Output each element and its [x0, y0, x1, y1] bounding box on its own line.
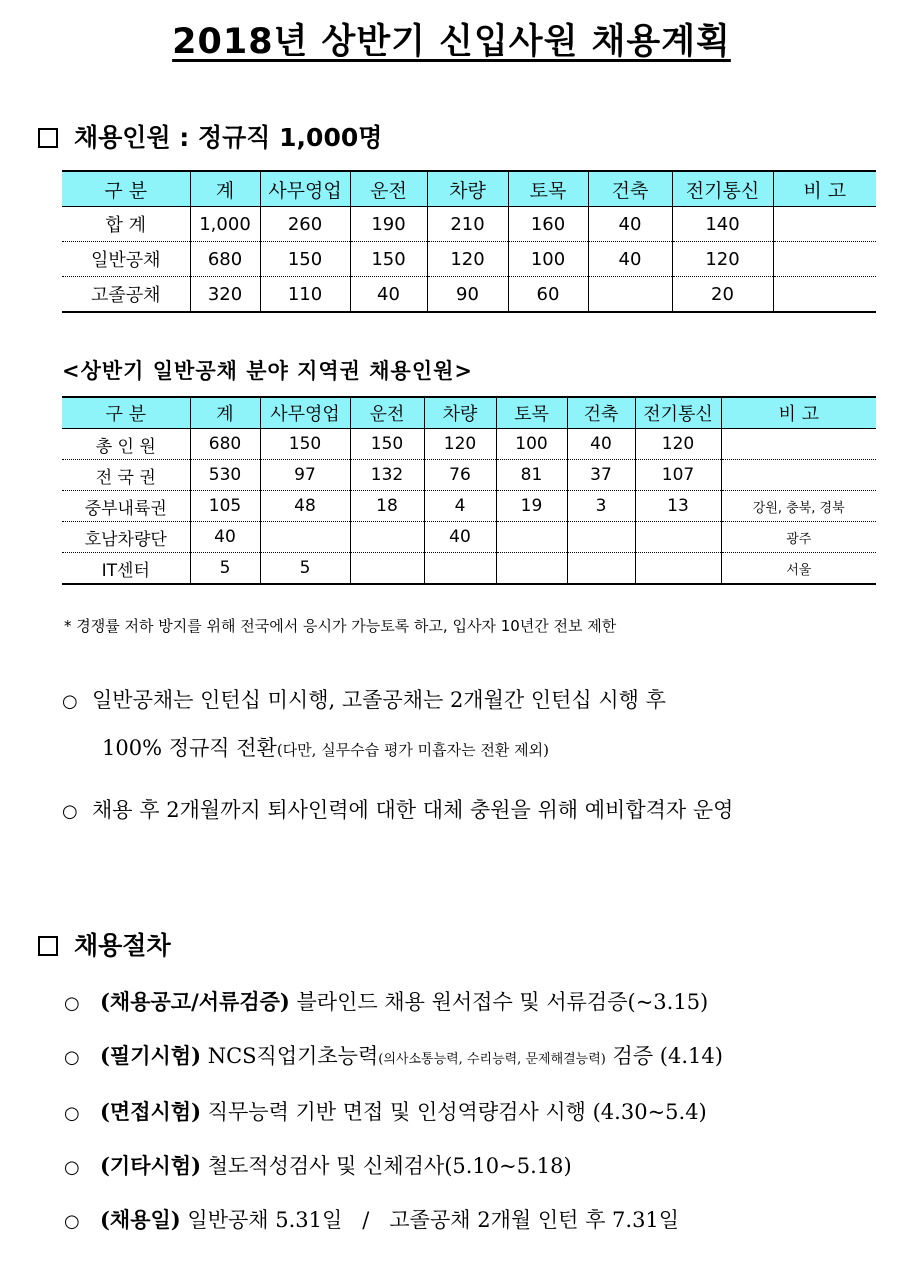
table-row: [62, 207, 876, 242]
table-cell: 40: [424, 522, 496, 553]
procedure-text: 블라인드 채용 원서접수 및 서류검증(~3.15): [289, 990, 709, 1014]
table-cell: 140: [672, 207, 773, 242]
table-cell: 105: [190, 491, 260, 522]
table-cell: 110: [260, 277, 350, 313]
paragraph-text: 일반공채는 인턴십 미시행, 고졸공채는 2개월간 인턴십 시행 후: [92, 688, 666, 712]
table-row: [62, 277, 876, 313]
table-cell: [773, 277, 876, 313]
circle-bullet-icon: ○: [64, 1047, 80, 1068]
table-cell: [721, 429, 876, 460]
checkbox-square-icon: [38, 936, 58, 956]
table-cell: 중부내륙권: [62, 491, 190, 522]
table-cell: 총 인 원: [62, 429, 190, 460]
table-row: [62, 242, 876, 277]
procedure-note: (의사소통능력, 수리능력, 문제해결능력): [378, 1052, 606, 1067]
table-row: [62, 522, 876, 553]
column-header: 계: [190, 397, 260, 429]
column-header: 구 분: [62, 397, 190, 429]
table-row: [62, 429, 876, 460]
circle-bullet-icon: ○: [62, 691, 78, 712]
column-header: 차량: [424, 397, 496, 429]
column-header: 토목: [496, 397, 567, 429]
procedure-item: [64, 1096, 707, 1126]
procedure-label: (필기시험): [100, 1043, 202, 1068]
procedure-item: [64, 986, 708, 1016]
table-cell: 100: [508, 242, 588, 277]
column-header: 사무영업: [260, 171, 350, 207]
procedure-text: NCS직업기초능력: [201, 1044, 379, 1068]
table-cell: 일반공채: [62, 242, 190, 277]
section-procedure-text: 채용절차: [74, 931, 171, 960]
checkbox-square-icon: [38, 128, 58, 148]
table-cell: [721, 460, 876, 491]
circle-bullet-icon: ○: [64, 1157, 80, 1178]
table-cell: 190: [350, 207, 427, 242]
table-cell: 97: [260, 460, 350, 491]
table-cell: 강원, 충북, 경북: [721, 491, 876, 522]
table-header-row: [62, 171, 876, 207]
table-cell: [260, 522, 350, 553]
table-row: [62, 553, 876, 585]
table-cell: 100: [496, 429, 567, 460]
column-header: 운전: [350, 171, 427, 207]
procedure-item: [64, 1150, 572, 1180]
table-cell: 120: [424, 429, 496, 460]
table-cell: 132: [350, 460, 424, 491]
section-procedure-heading: [38, 926, 171, 962]
table-cell: 광주: [721, 522, 876, 553]
table-cell: 120: [635, 429, 721, 460]
table-cell: 13: [635, 491, 721, 522]
table-cell: [350, 522, 424, 553]
table-cell: [496, 522, 567, 553]
table-cell: 260: [260, 207, 350, 242]
table-cell: 120: [427, 242, 508, 277]
table-cell: [496, 553, 567, 585]
table-cell: 합 계: [62, 207, 190, 242]
procedure-tail: 검증 (4.14): [605, 1044, 723, 1068]
table-cell: 90: [427, 277, 508, 313]
table-cell: 150: [260, 429, 350, 460]
table-cell: [635, 553, 721, 585]
table-cell: IT센터: [62, 553, 190, 585]
table-cell: 48: [260, 491, 350, 522]
table-cell: [424, 553, 496, 585]
regional-recruitment-subheading: <상반기 일반공채 분야 지역권 채용인원>: [62, 358, 474, 383]
circle-bullet-icon: ○: [64, 993, 80, 1014]
circle-bullet-icon: ○: [64, 1103, 80, 1124]
table-cell: 18: [350, 491, 424, 522]
table-cell: 서울: [721, 553, 876, 585]
paragraph-note: (다만, 실무수습 평가 미흡자는 전환 제외): [276, 741, 549, 759]
table-cell: 680: [190, 242, 260, 277]
bullet-paragraph-internship-cont: [102, 732, 549, 762]
table-cell: [773, 207, 876, 242]
table-cell: 호남차량단: [62, 522, 190, 553]
paragraph-text: 채용 후 2개월까지 퇴사인력에 대한 대체 충원을 위해 예비합격자 운영: [92, 798, 734, 822]
section-recruitment-text: 채용인원 : 정규직 1,000명: [74, 123, 383, 152]
table-cell: 37: [567, 460, 635, 491]
column-header: 비 고: [721, 397, 876, 429]
column-header: 건축: [588, 171, 672, 207]
procedure-label: (채용일): [100, 1207, 181, 1232]
recruitment-table: [62, 170, 876, 313]
procedure-item: [64, 1040, 723, 1070]
table-cell: 150: [350, 429, 424, 460]
table-cell: 530: [190, 460, 260, 491]
table-cell: 4: [424, 491, 496, 522]
table-cell: 210: [427, 207, 508, 242]
table-cell: 107: [635, 460, 721, 491]
table-row: [62, 460, 876, 491]
table-cell: 680: [190, 429, 260, 460]
table-cell: 20: [672, 277, 773, 313]
table-cell: [588, 277, 672, 313]
column-header: 차량: [427, 171, 508, 207]
column-header: 구 분: [62, 171, 190, 207]
procedure-text: 직무능력 기반 면접 및 인성역량검사 시행 (4.30~5.4): [201, 1100, 707, 1124]
procedure-item: [64, 1204, 679, 1234]
table-cell: [567, 553, 635, 585]
table-cell: 40: [588, 242, 672, 277]
regional-recruitment-table: [62, 396, 876, 585]
table-cell: 320: [190, 277, 260, 313]
procedure-label: (채용공고/서류검증): [100, 989, 290, 1014]
paragraph-text: 100% 정규직 전환: [102, 736, 277, 760]
procedure-text: 철도적성검사 및 신체검사(5.10~5.18): [201, 1154, 572, 1178]
column-header: 계: [190, 171, 260, 207]
table-cell: 120: [672, 242, 773, 277]
table-cell: [635, 522, 721, 553]
table-cell: 150: [350, 242, 427, 277]
table-cell: 5: [260, 553, 350, 585]
table-row: [62, 491, 876, 522]
table-cell: 150: [260, 242, 350, 277]
column-header: 건축: [567, 397, 635, 429]
column-header: 사무영업: [260, 397, 350, 429]
column-header: 전기통신: [635, 397, 721, 429]
section-recruitment-heading: [38, 118, 382, 154]
procedure-text: 일반공채 5.31일 / 고졸공채 2개월 인턴 후 7.31일: [180, 1208, 680, 1232]
circle-bullet-icon: ○: [62, 801, 78, 822]
table-cell: 81: [496, 460, 567, 491]
table-cell: [773, 242, 876, 277]
table-cell: 고졸공채: [62, 277, 190, 313]
table-cell: 1,000: [190, 207, 260, 242]
table-cell: 76: [424, 460, 496, 491]
table-cell: 40: [350, 277, 427, 313]
table-cell: 3: [567, 491, 635, 522]
procedure-label: (기타시험): [100, 1153, 202, 1178]
table-cell: [567, 522, 635, 553]
table-cell: 40: [567, 429, 635, 460]
column-header: 운전: [350, 397, 424, 429]
circle-bullet-icon: ○: [64, 1211, 80, 1232]
table-cell: 전 국 권: [62, 460, 190, 491]
page-title-text: 2018년 상반기 신입사원 채용계획: [172, 22, 731, 62]
table-cell: 60: [508, 277, 588, 313]
column-header: 전기통신: [672, 171, 773, 207]
bullet-paragraph-reserve: [62, 794, 733, 824]
table-cell: 40: [588, 207, 672, 242]
table-cell: 40: [190, 522, 260, 553]
page-title: [0, 14, 903, 64]
table-header-row: [62, 397, 876, 429]
table-cell: [350, 553, 424, 585]
footnote: * 경쟁률 저하 방지를 위해 전국에서 응시가 가능토록 하고, 입사자 10년간 전보 제한: [64, 617, 617, 635]
column-header: 비 고: [773, 171, 876, 207]
table-cell: 19: [496, 491, 567, 522]
column-header: 토목: [508, 171, 588, 207]
table-cell: 160: [508, 207, 588, 242]
table-cell: 5: [190, 553, 260, 585]
bullet-paragraph-internship: [62, 684, 666, 714]
procedure-label: (면접시험): [100, 1099, 202, 1124]
